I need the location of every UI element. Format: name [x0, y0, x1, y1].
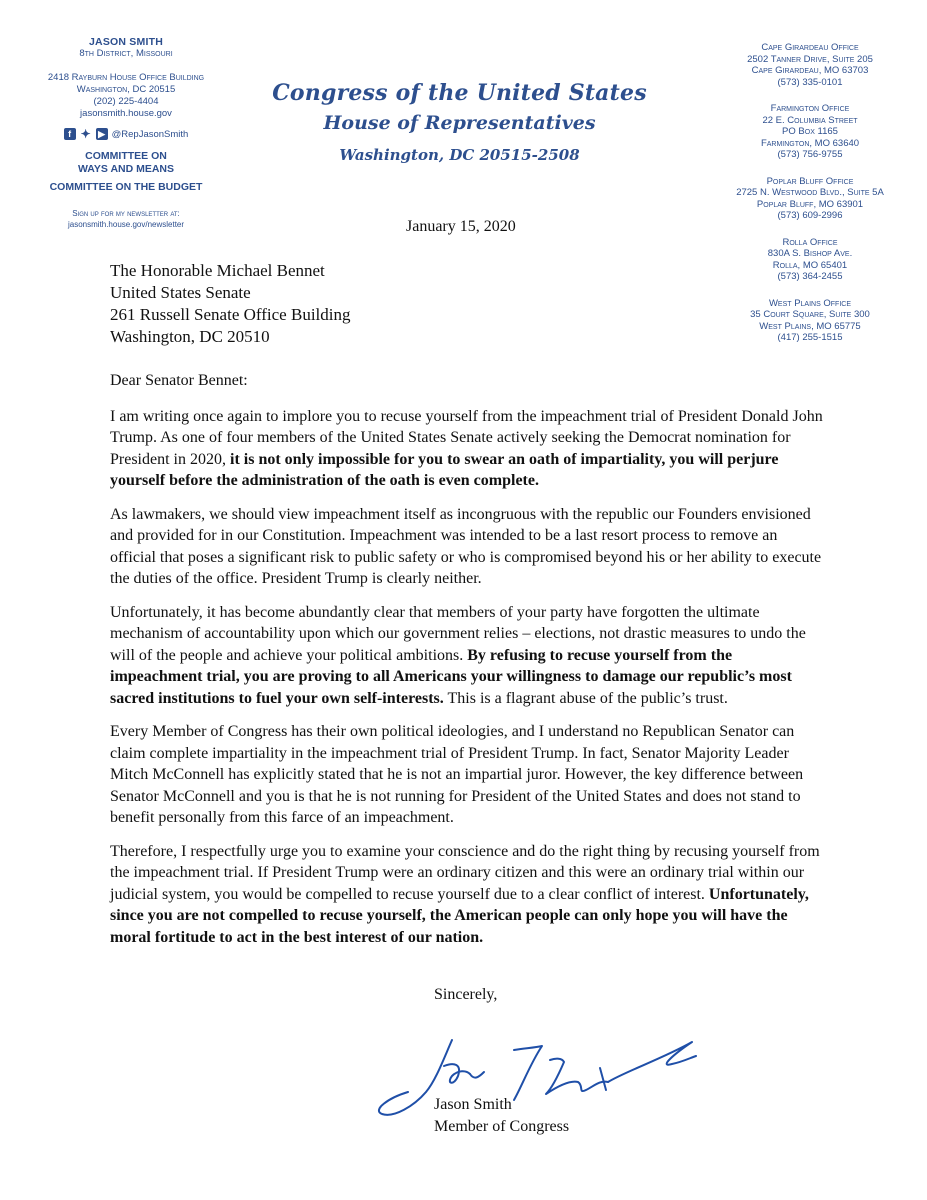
recipient-address	[110, 260, 351, 348]
paragraph-3-end: This is a flagrant abuse of the public’s trust.	[443, 689, 728, 707]
letter-date: January 15, 2020	[406, 218, 516, 235]
office-line: 830A S. Bishop Ave.	[767, 248, 853, 259]
facebook-icon: f	[64, 128, 76, 140]
paragraph-3-text: Unfortunately, it has become abundantly clear that members of your party have forgotten the ultimate mechanism of accountability upon which our government relies – elections, not drastic measures to undo the will of the people and achieve your political ambitions.	[110, 603, 806, 664]
office-name: Rolla Office	[782, 236, 838, 248]
office-line: PO Box 1165	[782, 126, 838, 137]
office-line: 35 Court Square, Suite 300	[750, 309, 870, 320]
dc-office-city: Washington, DC 20515	[76, 84, 176, 95]
paragraph-1-bold: it is not only impossible for you to swear an oath of impartiality, you will perjure yourself before the administration of the oath is even complete.	[110, 450, 779, 489]
twitter-icon: ✦	[80, 127, 91, 141]
paragraph-1	[110, 406, 824, 492]
office-line: Farmington, MO 63640	[760, 137, 860, 149]
dc-office-address: 2418 Rayburn House Office Building	[47, 72, 205, 83]
signer-title: Member of Congress	[434, 1117, 570, 1135]
member-name: JASON SMITH	[89, 36, 163, 48]
office-phone: (573) 364-2455	[777, 271, 843, 282]
recipient-line: Washington, DC 20510	[110, 327, 270, 346]
signer-block	[434, 1094, 569, 1137]
office-rolla	[700, 237, 920, 283]
social-handle: @RepJasonSmith	[111, 128, 189, 140]
letterhead-address: Washington, DC 20515-2508	[339, 146, 580, 164]
office-line: 2725 N. Westwood Blvd., Suite 5A	[736, 187, 884, 198]
paragraph-1-text: I am writing once again to implore you to recuse yourself from the impeachment trial of President Donald John Trump. As one of four members of the United States Senate actively seeking the Democrat nomination for President in 2020,	[110, 407, 823, 468]
office-farmington	[700, 103, 920, 161]
paragraph-5	[110, 841, 824, 949]
recipient-line: 261 Russell Senate Office Building	[110, 305, 351, 324]
district-offices	[700, 42, 920, 359]
office-line: West Plains, MO 65775	[759, 320, 861, 332]
closing: Sincerely,	[434, 986, 498, 1003]
office-name: Farmington Office	[770, 103, 850, 114]
paragraph-2: As lawmakers, we should view impeachment itself as incongruous with the republic our Founders envisioned and provided for in our Constitution. Impeachment was intended to be a last resort process to remove an official that poses a significant risk to public safety or who is compromised beyond his or her ability to execute the duties of the office. President Trump is clearly neither.	[110, 505, 822, 587]
member-district: 8th District, Missouri	[79, 48, 173, 59]
letterhead	[272, 80, 647, 164]
letterhead-congress: Congress of the United States	[272, 80, 647, 106]
letterhead-house: House of Representatives	[323, 112, 596, 134]
paragraph-5-bold: Unfortunately, since you are not compelled to recuse yourself, the American people can only hope you will have the moral fortitude to act in the best interest of our nation.	[110, 885, 809, 946]
newsletter-label: Sign up for my newsletter at:	[72, 209, 180, 218]
committee-budget: COMMITTEE ON THE BUDGET	[49, 181, 203, 193]
office-name: West Plains Office	[768, 297, 852, 309]
office-name: Poplar Bluff Office	[766, 175, 854, 187]
committee-ways-means-line1: COMMITTEE ON	[85, 150, 167, 162]
paragraph-4: Every Member of Congress has their own political ideologies, and I understand no Republican Senator can claim complete impartiality in the impeachment trial of President Trump. In fact, Senator Majority Leader Mitch McConnell has explicitly stated that he is not an impartial juror. However, the key difference between Senator McConnell and you is that he is not running for President of the United States and does not stand to benefit personally from this farce of an impeachment.	[110, 723, 804, 826]
office-poplar-bluff	[700, 176, 920, 222]
office-west-plains	[700, 298, 920, 344]
office-cape-girardeau	[700, 42, 920, 88]
salutation: Dear Senator Bennet:	[110, 372, 248, 389]
newsletter-url: jasonsmith.house.gov/newsletter	[67, 220, 185, 229]
office-phone: (417) 255-1515	[777, 332, 843, 343]
letter-body	[110, 370, 824, 960]
recipient-line: The Honorable Michael Bennet	[110, 261, 325, 280]
office-phone: (573) 335-0101	[777, 76, 843, 88]
office-name: Cape Girardeau Office	[761, 42, 859, 53]
committee-ways-means-line2: WAYS AND MEANS	[77, 163, 175, 175]
paragraph-3	[110, 602, 824, 710]
office-line: 22 E. Columbia Street	[762, 114, 858, 126]
youtube-icon: ▶	[96, 128, 108, 140]
member-website: jasonsmith.house.gov	[80, 108, 172, 119]
signer-name: Jason Smith	[434, 1096, 512, 1113]
member-info-block	[20, 36, 232, 230]
office-line: Cape Girardeau, MO 63703	[751, 65, 869, 76]
paragraph-5-text: Therefore, I respectfully urge you to examine your conscience and do the right thing by recusing yourself from the impeachment trial. If President Trump were an ordinary citizen and this were an ordinary trial within our judicial system, you would be compelled to recuse yourself due to a clear conflict of interest.	[110, 842, 820, 903]
paragraph-3-bold: By refusing to recuse yourself from the impeachment trial, you are proving to all Americans your willingness to damage our republic’s most sacred institutions to fuel your own self-interests.	[110, 646, 792, 707]
office-line: Rolla, MO 65401	[772, 259, 848, 271]
office-line: 2502 Tanner Drive, Suite 205	[747, 53, 873, 65]
social-row	[20, 128, 232, 140]
office-line: Poplar Bluff, MO 63901	[756, 198, 864, 210]
recipient-line: United States Senate	[110, 283, 251, 302]
office-phone: (573) 609-2996	[777, 210, 843, 221]
dc-office-phone: (202) 225-4404	[93, 96, 159, 107]
office-phone: (573) 756-9755	[777, 149, 843, 160]
